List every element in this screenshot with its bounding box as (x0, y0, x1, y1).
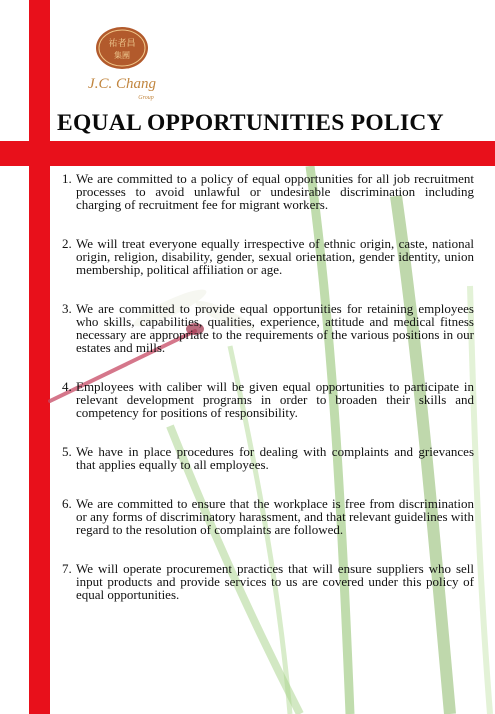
policy-item-6 (62, 497, 474, 536)
policy-number: 4. (62, 379, 72, 394)
policy-item-5 (62, 445, 474, 471)
policy-number: 7. (62, 561, 72, 576)
red-horizontal-band (0, 141, 495, 166)
policy-item-1 (62, 172, 474, 211)
policy-text: We are committed to ensure that the workplace is free from discrimination or any forms of discriminatory harassment, and that relevant guidelines with regard to the resolution of complaints are followed. (76, 496, 474, 537)
policy-number: 5. (62, 444, 72, 459)
policy-text: We are committed to provide equal opportunities for retaining employees who skills, capabilities, qualities, experience, attitude and medical fitness necessary are appropriate to the requirements of the various positions in our estates and mills. (76, 301, 474, 355)
svg-text:Group: Group (138, 95, 154, 101)
policy-number: 3. (62, 301, 72, 316)
jc-chang-logo (88, 22, 168, 104)
svg-text:集團: 集團 (114, 51, 130, 60)
policy-item-4 (62, 380, 474, 419)
policy-text: We will treat everyone equally irrespective of ethnic origin, caste, national origin, religion, disability, gender, sexual orientation, gender identity, union membership, political affiliation or age. (76, 236, 474, 277)
svg-text:祐者昌: 祐者昌 (108, 39, 136, 49)
policy-item-2 (62, 237, 474, 276)
policy-number: 2. (62, 236, 72, 251)
policy-number: 1. (62, 171, 72, 186)
svg-text:J.C. Chang: J.C. Chang (88, 76, 156, 92)
policy-item-3 (62, 302, 474, 354)
policy-text: We are committed to a policy of equal opportunities for all job recruitment processes to avoid unlawful or undesirable discrimination including charging of recruitment fee for migrant workers. (76, 171, 474, 212)
policy-text: We will operate procurement practices that will ensure suppliers who sell input products and provide services to us are covered under this policy of equal opportunities. (76, 561, 474, 602)
policy-item-7 (62, 562, 474, 601)
policy-text: We have in place procedures for dealing with complaints and grievances that applies equally to all employees. (76, 444, 474, 472)
policy-text: Employees with caliber will be given equal opportunities to participate in relevant development programs in order to broaden their skills and competency for positions of responsibility. (76, 379, 474, 420)
policy-list (62, 172, 474, 601)
policy-number: 6. (62, 496, 72, 511)
page-title: EQUAL OPPORTUNITIES POLICY (57, 110, 444, 136)
